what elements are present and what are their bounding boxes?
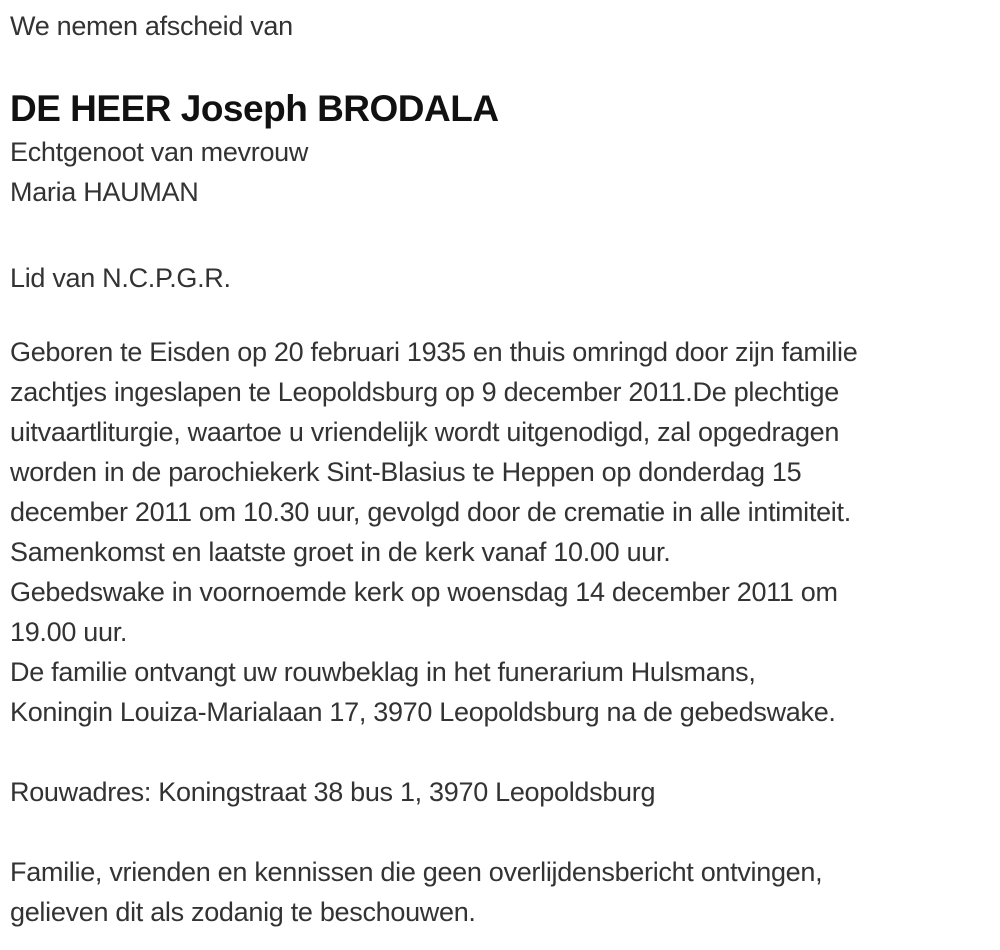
- announcement-line: Geboren te Eisden op 20 februari 1935 en thuis omringd door zijn familie: [10, 337, 858, 367]
- closing-line: Familie, vrienden en kennissen die geen overlijdensbericht ontvingen,: [10, 857, 823, 887]
- announcement-line: Samenkomst en laatste groet in de kerk vanaf 10.00 uur.: [10, 537, 671, 567]
- announcement-line: De familie ontvangt uw rouwbeklag in het funerarium Hulsmans,: [10, 657, 756, 687]
- membership-line: Lid van N.C.P.G.R.: [10, 263, 231, 293]
- announcement-line: 19.00 uur.: [10, 617, 128, 647]
- intro-line: We nemen afscheid van: [10, 11, 293, 41]
- announcement-line: uitvaartliturgie, waartoe u vriendelijk wordt uitgenodigd, zal opgedragen: [10, 417, 840, 447]
- announcement-line: zachtjes ingeslapen te Leopoldsburg op 9 december 2011.De plechtige: [10, 377, 839, 407]
- announcement-line: december 2011 om 10.30 uur, gevolgd door de crematie in alle intimiteit.: [10, 497, 851, 527]
- closing-paragraph: [10, 852, 990, 932]
- deceased-name-heading: DE HEER Joseph BRODALA: [10, 88, 499, 129]
- announcement-line: Gebedswake in voornoemde kerk op woensdag 14 december 2011 om: [10, 577, 838, 607]
- spouse-relation-line: Echtgenoot van mevrouw: [10, 137, 309, 167]
- spouse-name-line: Maria HAUMAN: [10, 177, 199, 207]
- announcement-paragraph: [10, 332, 990, 732]
- announcement-line: Koningin Louiza-Marialaan 17, 3970 Leopoldsburg na de gebedswake.: [10, 697, 836, 727]
- closing-line: gelieven dit als zodanig te beschouwen.: [10, 897, 476, 927]
- obituary-document: [10, 8, 990, 932]
- mourning-address-line: Rouwadres: Koningstraat 38 bus 1, 3970 Leopoldsburg: [10, 777, 656, 807]
- announcement-line: worden in de parochiekerk Sint-Blasius te Heppen op donderdag 15: [10, 457, 802, 487]
